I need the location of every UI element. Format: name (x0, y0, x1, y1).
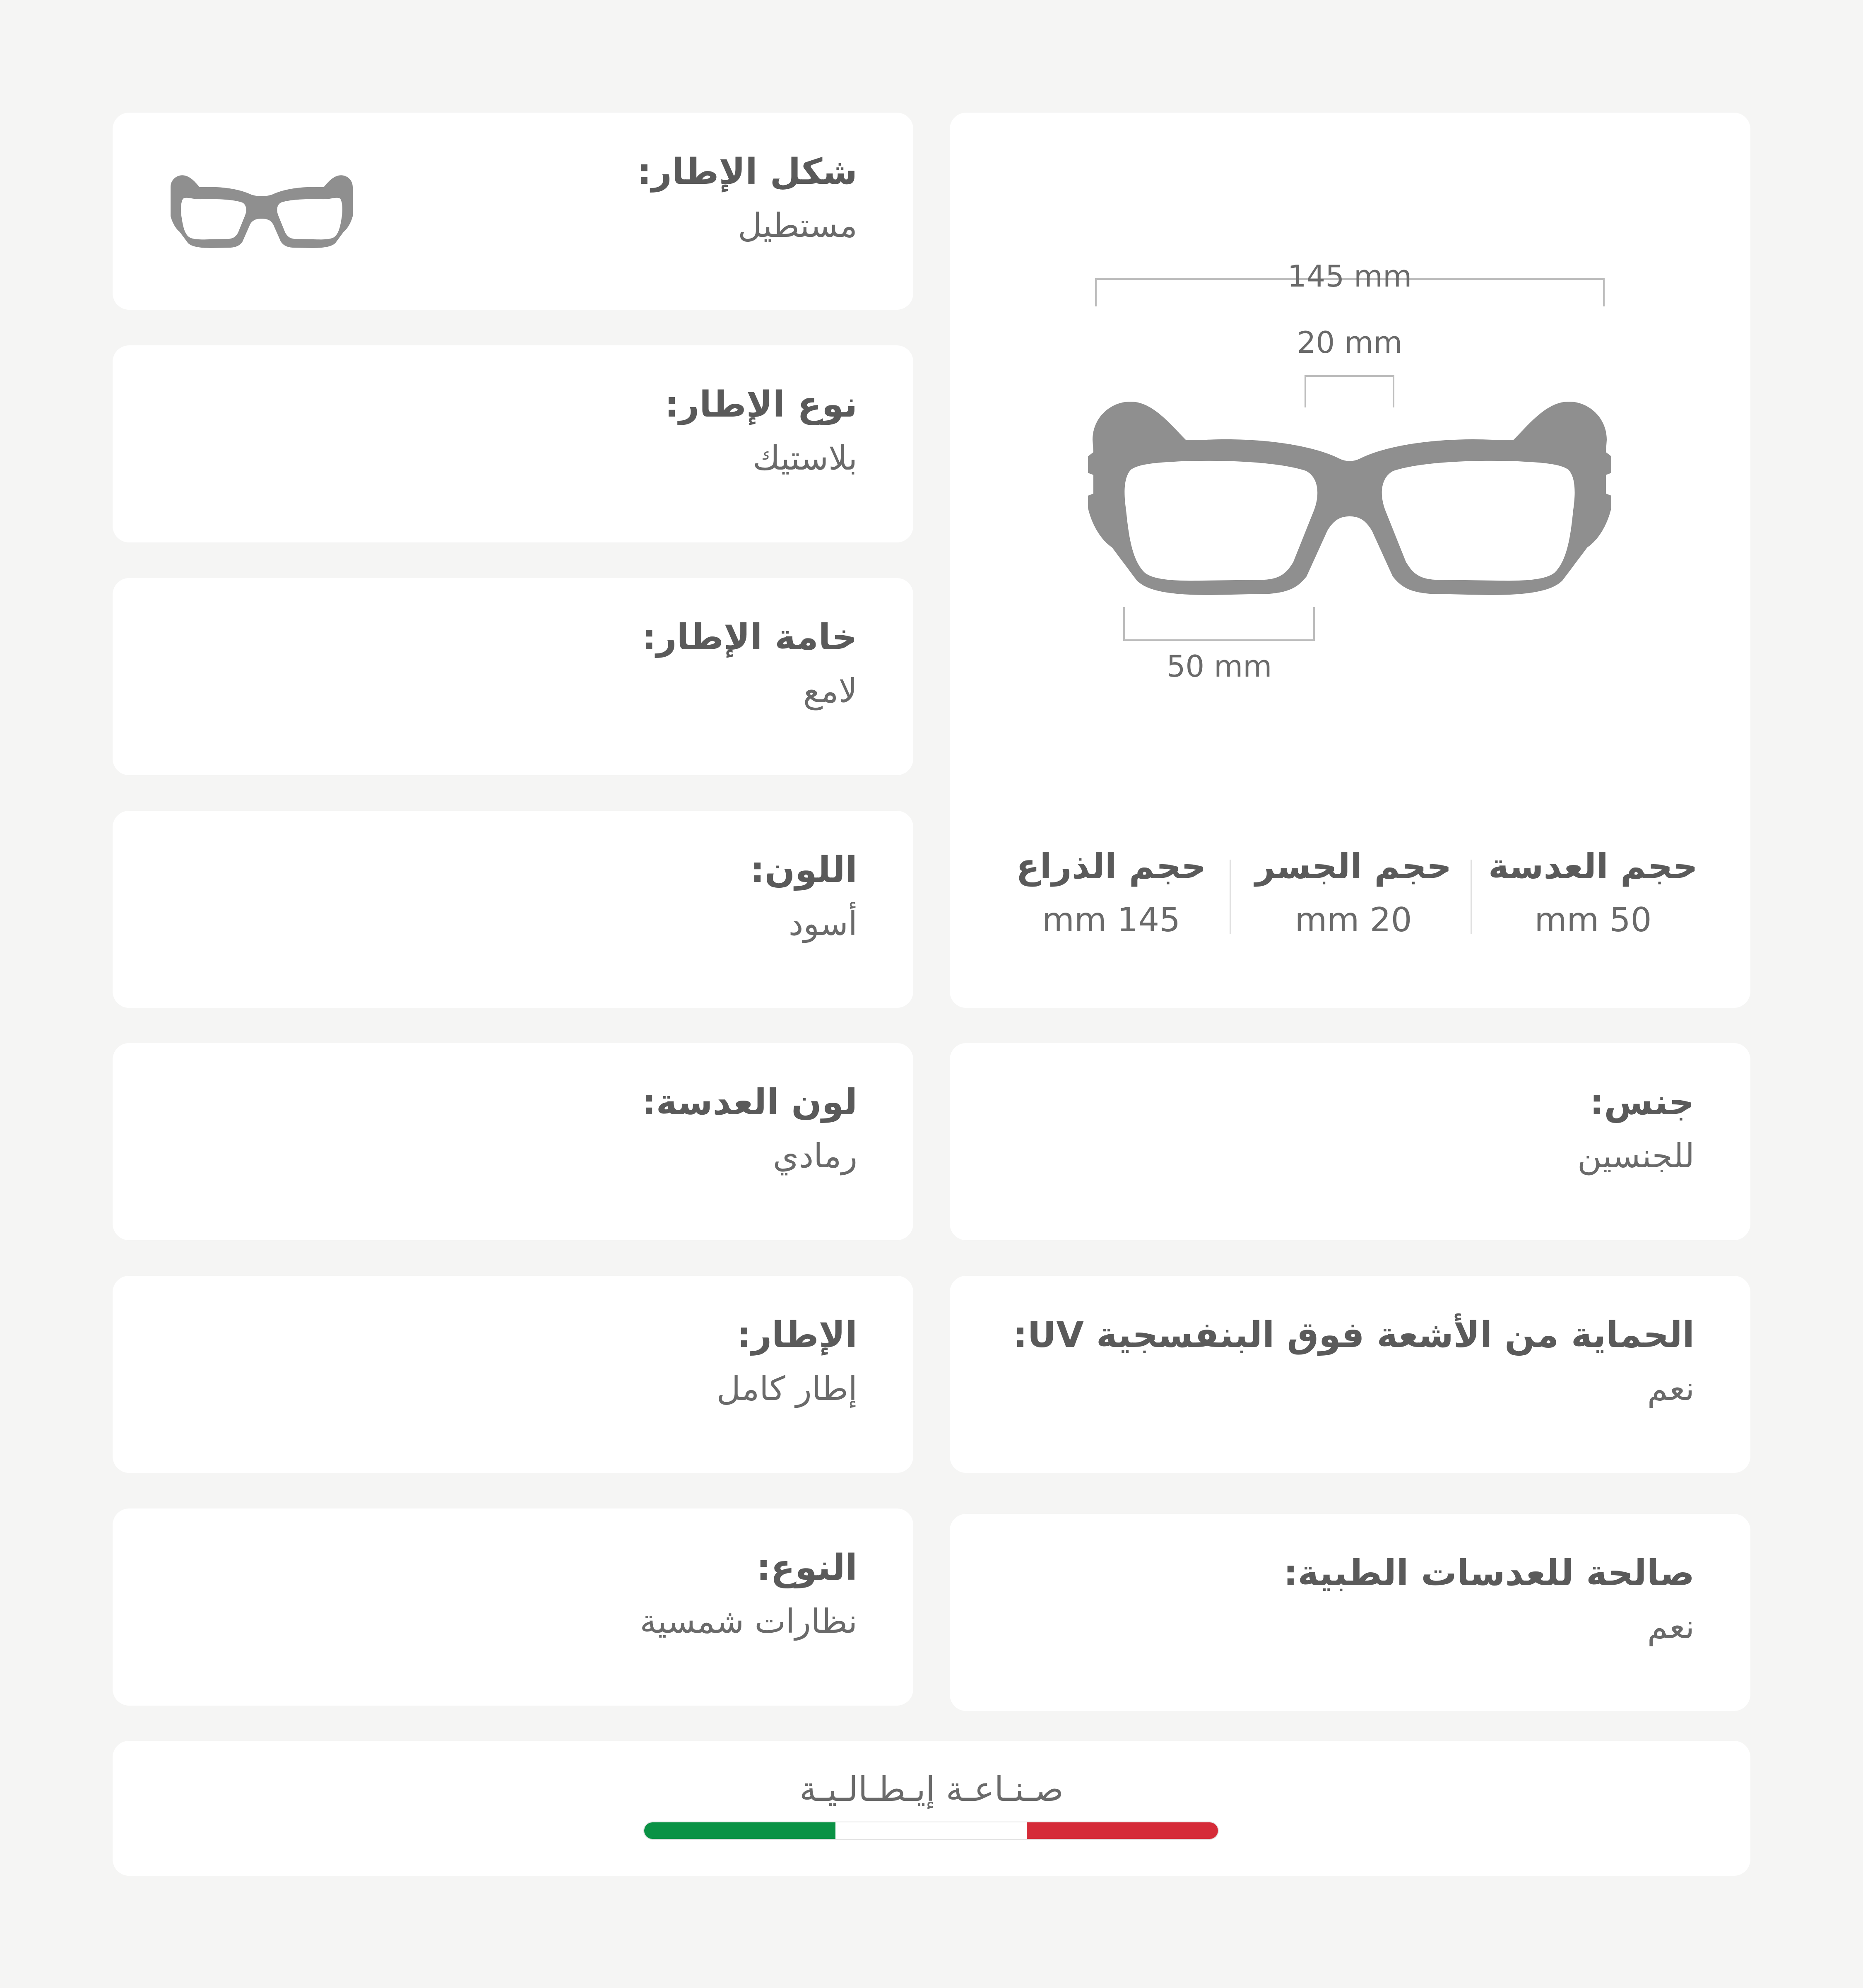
lens-bracket (1124, 607, 1314, 640)
size-lens-value: 50 mm (1534, 901, 1652, 940)
size-bridge-label: حجم الجسر (1255, 846, 1452, 887)
size-bridge (1246, 847, 1461, 938)
bridge-bracket (1305, 376, 1394, 407)
glasses-front-icon (1088, 402, 1611, 595)
size-divider (1471, 860, 1472, 934)
rim-value: إطار كامل (716, 1369, 857, 1408)
frame-material-label: خامة الإطار: (642, 617, 857, 658)
frame-shape-label: شكل الإطار: (637, 151, 857, 193)
frame-material-card (113, 578, 913, 775)
size-lens-label: حجم العدسة (1488, 846, 1698, 887)
rim-label: الإطار: (737, 1314, 857, 1356)
size-temple-label: حجم الذراع (1016, 846, 1206, 887)
gender-card (950, 1043, 1750, 1240)
size-bridge-value: 20 mm (1295, 901, 1412, 940)
lens-color-label: لون العدسة: (642, 1082, 857, 1123)
rectangular-glasses-icon (166, 171, 357, 253)
size-lens (1485, 847, 1701, 938)
frame-shape-card (113, 113, 913, 310)
frame-type-card (113, 345, 913, 542)
category-value: نظارات شمسية (640, 1602, 857, 1641)
lens-color-value: رمادي (773, 1136, 857, 1175)
made-in-italy-text: صـنـاعـة إيـطـالـيـة (799, 1770, 1064, 1809)
rx-compatible-label: صالحة للعدسات الطبية: (1283, 1552, 1695, 1594)
color-label: اللون: (750, 849, 857, 891)
rx-compatible-card (950, 1514, 1750, 1711)
color-card (113, 811, 913, 1008)
lens-text: 50 mm (1166, 649, 1272, 684)
rim-card (113, 1276, 913, 1473)
made-in-italy-card (113, 1741, 1750, 1876)
size-table (950, 847, 1750, 955)
category-label: النوع: (756, 1547, 857, 1588)
flag-red-stripe (1027, 1822, 1218, 1839)
total-width-text: 145 mm (1287, 259, 1412, 294)
color-value: أسود (788, 904, 857, 943)
gender-value: للجنسين (1577, 1136, 1695, 1175)
frame-shape-value: مستطيل (738, 206, 857, 245)
size-divider (1230, 860, 1231, 934)
size-temple (1004, 847, 1219, 938)
uv-protection-label: الحماية من الأشعة فوق البنفسجية UV: (1013, 1314, 1695, 1356)
frame-material-value: لامع (803, 671, 857, 710)
size-temple-value: 145 mm (1042, 901, 1180, 940)
flag-green-stripe (644, 1822, 835, 1839)
rx-compatible-value: نعم (1647, 1607, 1695, 1646)
measurements-card (950, 113, 1750, 1008)
uv-protection-value: نعم (1647, 1369, 1695, 1408)
uv-protection-card (950, 1276, 1750, 1473)
italian-flag-icon (643, 1822, 1219, 1840)
gender-label: جنس: (1589, 1082, 1695, 1123)
frame-type-label: نوع الإطار: (664, 384, 857, 425)
flag-white-stripe (835, 1822, 1027, 1839)
frame-type-value: بلاستيك (753, 439, 857, 477)
category-card (113, 1508, 913, 1706)
bridge-text: 20 mm (1297, 325, 1403, 360)
lens-color-card (113, 1043, 913, 1240)
